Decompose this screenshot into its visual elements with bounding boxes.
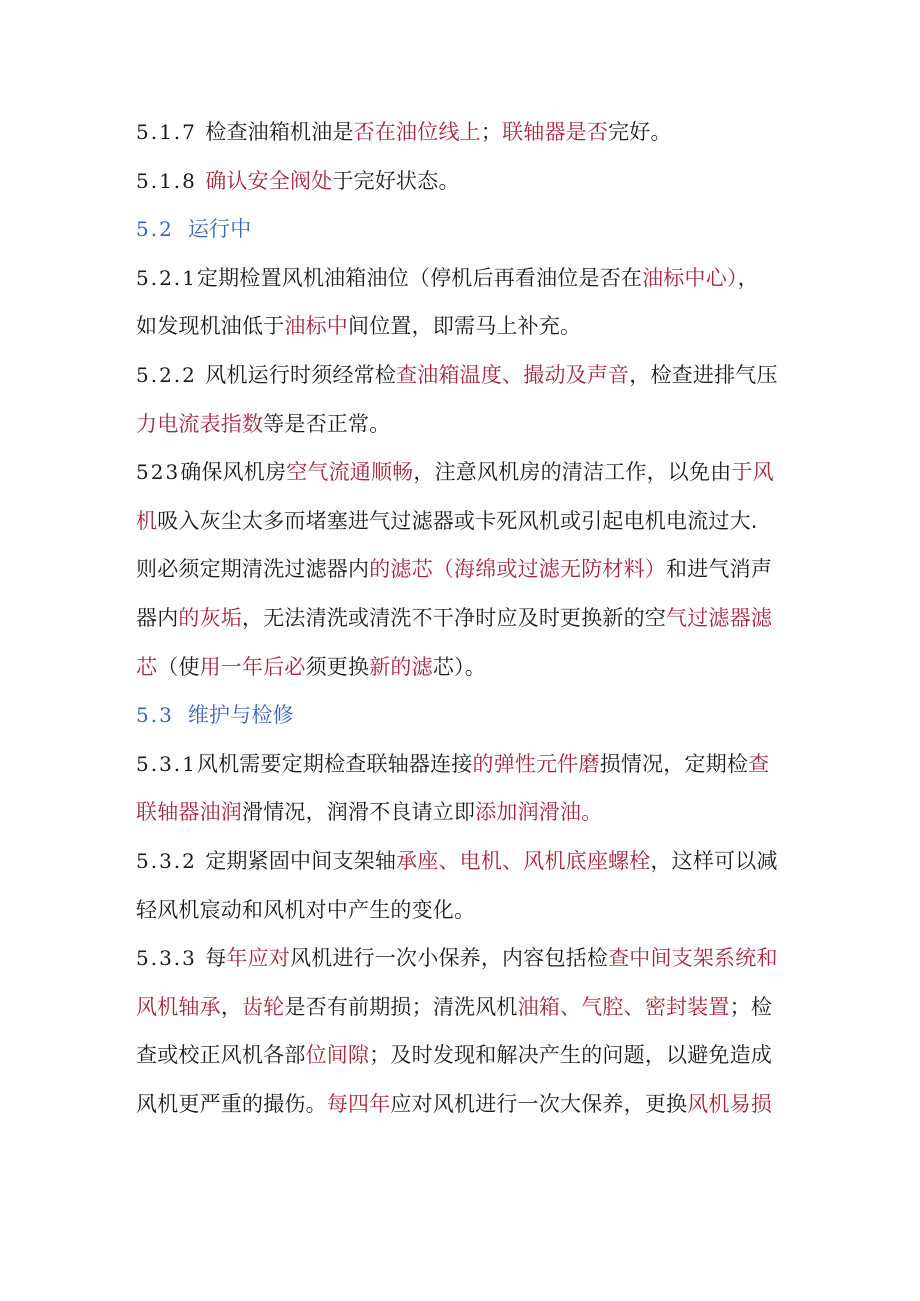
heading-text: 运行中 <box>187 217 252 242</box>
highlighted-text: 于风 <box>731 460 774 485</box>
body-text: 风机需要定期检查联轴器连接 <box>196 751 473 776</box>
heading-text: 维护与检修 <box>187 703 294 728</box>
text-line <box>136 302 786 351</box>
body-text: ， <box>220 994 243 1019</box>
highlighted-text: 气过滤器滤 <box>666 605 773 630</box>
text-line <box>136 497 786 546</box>
text-line <box>136 1080 786 1129</box>
text-line <box>136 448 786 497</box>
highlighted-text: 新的滤 <box>369 654 433 679</box>
body-text: 应对风机进行一次大保养，更换 <box>390 1091 688 1116</box>
clause-number: 523 <box>136 460 181 485</box>
document-body <box>136 108 786 1128</box>
highlighted-text: 查中间支架系统和 <box>608 946 778 971</box>
body-text: 定期紧固中间支架轴 <box>205 848 397 873</box>
text-line <box>136 886 786 935</box>
body-text: 于完好状态。 <box>332 168 460 193</box>
highlighted-text: 芯 <box>136 654 158 679</box>
text-line <box>136 400 786 449</box>
highlighted-text: 每四年 <box>326 1091 391 1116</box>
body-text: 是否有前期损；清洗风机 <box>284 994 518 1019</box>
highlighted-text: 的滤芯（海绵或过滤无防材料） <box>369 557 667 582</box>
body-text: 间位置，即需马上补充。 <box>348 314 582 339</box>
text-line <box>136 1031 786 1080</box>
highlighted-text: 油箱、气腔、密封装置 <box>517 994 730 1019</box>
clause-number: 5.2.2 <box>136 362 206 387</box>
body-text: ， <box>737 265 759 290</box>
section-heading <box>136 691 786 740</box>
body-text: ； <box>480 120 503 144</box>
text-line <box>136 254 786 303</box>
clause-number: 5.1.7 <box>136 120 206 144</box>
body-text: 查或校正风机各部 <box>136 1043 306 1068</box>
highlighted-text: 添加润滑油。 <box>475 800 603 825</box>
clause-number: 5.3.2 <box>136 848 206 873</box>
highlighted-text: 风机易损 <box>687 1091 773 1116</box>
clause-number: 5.3.1 <box>136 751 197 776</box>
body-text: ，这样可以减 <box>650 848 778 873</box>
clause-number: 5.3 <box>136 703 174 728</box>
body-text: 如发现机油低于 <box>136 314 285 339</box>
body-text: 风机更严重的撮伤。 <box>136 1091 327 1116</box>
body-text: 风机进行一次小保养，内容包括检 <box>290 946 609 971</box>
body-text: 定期检置风机油箱油位（停机后再看油位是否在 <box>196 265 643 290</box>
body-text: 和进气消声 <box>666 557 773 582</box>
body-text: 损情况，定期检 <box>599 751 749 776</box>
body-text: 检查油箱机油是 <box>205 120 354 144</box>
body-text: 吸入灰尘太多而堵塞进气过滤器或卡死风机或引起电机电流过大. <box>157 508 758 533</box>
highlighted-text: 年应对 <box>226 946 291 971</box>
text-line <box>136 545 786 594</box>
clause-number: 5.3.3 <box>136 946 206 971</box>
highlighted-text: 联轴器油润 <box>136 800 242 825</box>
clause-number: 5.1.8 <box>136 168 206 193</box>
text-line <box>136 983 786 1032</box>
body-text: 则必须定期清洗过滤器内 <box>136 557 370 582</box>
body-text: ，无法清洗或清洗不干净时应及时更换新的空 <box>242 605 667 630</box>
text-line <box>136 157 786 206</box>
body-text: ，注意风机房的清洁工作，以免由 <box>413 460 732 485</box>
body-text: 等是否正常。 <box>263 411 391 436</box>
highlighted-text: 否在油位线上 <box>353 120 481 144</box>
clause-number: 5.2 <box>136 217 174 242</box>
body-text: ，检查进排气压 <box>629 362 778 387</box>
highlighted-text: 风机轴承 <box>136 994 221 1019</box>
highlighted-text: 查 <box>748 751 770 776</box>
highlighted-text: 力电流表指数 <box>136 411 264 436</box>
body-text: 完好。 <box>608 120 672 144</box>
text-line <box>136 740 786 789</box>
highlighted-text: 空气流通顺畅 <box>286 460 414 485</box>
body-text: ；及时发现和解决产生的问题，以避免造成 <box>369 1043 773 1068</box>
text-line <box>136 788 786 837</box>
section-heading <box>136 205 786 254</box>
highlighted-text: 的灰垢 <box>178 605 243 630</box>
text-line <box>136 351 786 400</box>
text-line <box>136 594 786 643</box>
body-text: （使 <box>157 654 200 679</box>
body-text: ；检 <box>729 994 773 1019</box>
body-text: 轻风机宸动和风机对中产生的变化。 <box>136 897 476 922</box>
highlighted-text: 联轴器是否 <box>502 120 609 144</box>
highlighted-text: 的弹性元件磨 <box>472 751 600 776</box>
highlighted-text: 承座、电机、风机底座螺栓 <box>396 848 651 873</box>
highlighted-text: 确认安全阀处 <box>205 168 333 193</box>
highlighted-text: 用一年后必 <box>199 654 306 679</box>
body-text: 每 <box>205 946 227 971</box>
body-text: 器内 <box>136 605 179 630</box>
body-text: 风机运行时须经常检 <box>205 362 397 387</box>
text-line <box>136 837 786 886</box>
highlighted-text: 机 <box>136 508 158 533</box>
body-text: 须更换 <box>305 654 370 679</box>
highlighted-text: 位间隙 <box>305 1043 370 1068</box>
highlighted-text: 油标中 <box>284 314 349 339</box>
highlighted-text: 齿轮 <box>242 994 285 1019</box>
body-text: 芯）。 <box>432 654 486 679</box>
text-line <box>136 643 786 692</box>
text-line <box>136 108 786 157</box>
text-line <box>136 934 786 983</box>
body-text: 滑情况，润滑不良请立即 <box>242 800 476 825</box>
clause-number: 5.2.1 <box>136 265 197 290</box>
highlighted-text: 查油箱温度、撮动及声音 <box>396 362 630 387</box>
body-text: 确保风机房 <box>180 460 287 485</box>
highlighted-text: 油标中心） <box>642 265 738 290</box>
